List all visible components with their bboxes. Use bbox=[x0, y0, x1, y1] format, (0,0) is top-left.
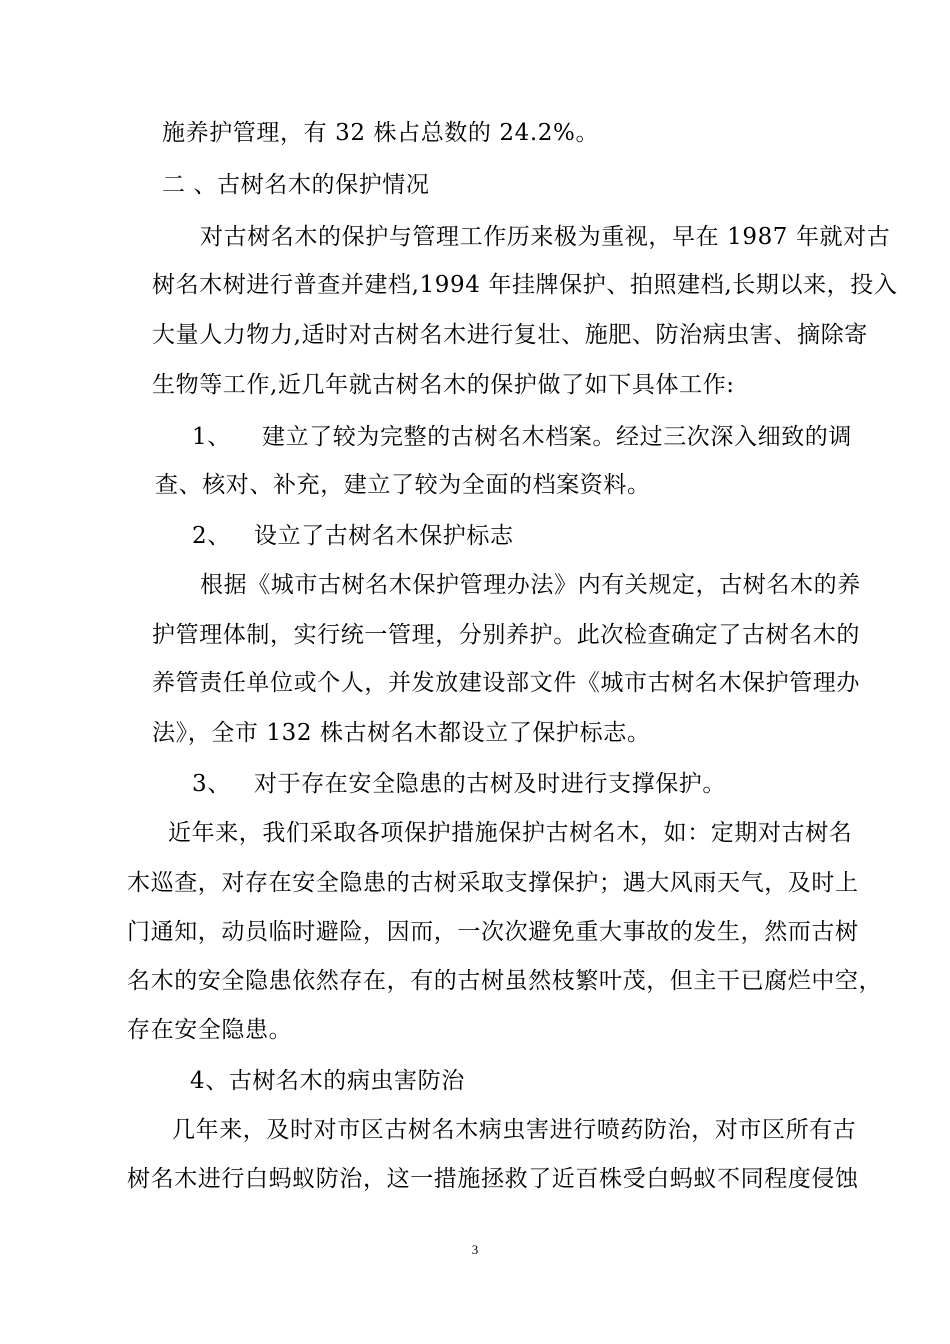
text-line: 生物等工作,近几年就古树名木的保护做了如下具体工作: bbox=[152, 372, 735, 398]
text-line: 树名木树进行普查并建档,1994 年挂牌保护、拍照建档,长期以来，投入 bbox=[152, 272, 898, 298]
page-number: 3 bbox=[471, 1242, 479, 1257]
text-line: 法》，全市 132 株古树名木都设立了保护标志。 bbox=[152, 720, 651, 746]
text-line: 根据《城市古树名木保护管理办法》内有关规定，古树名木的养 bbox=[200, 572, 861, 598]
section-heading: 二 、古树名木的保护情况 bbox=[162, 172, 430, 198]
list-item-text: 设立了古树名木保护标志 bbox=[254, 523, 514, 549]
text-line: 查、核对、补充，建立了较为全面的档案资料。 bbox=[155, 472, 651, 498]
text-line: 护管理体制，实行统一管理，分别养护。此次检查确定了古树名木的 bbox=[152, 622, 860, 648]
list-number: 1、 bbox=[192, 424, 231, 450]
list-item-2 bbox=[192, 521, 514, 551]
list-item-1 bbox=[192, 422, 852, 452]
text-line: 施养护管理，有 32 株占总数的 24.2%。 bbox=[162, 120, 600, 146]
list-number: 2、 bbox=[192, 523, 231, 549]
text-line: 近年来，我们采取各项保护措施保护古树名木，如：定期对古树名 bbox=[168, 820, 853, 846]
text-line: 大量人力物力,适时对古树名木进行复壮、施肥、防治病虫害、摘除寄 bbox=[152, 322, 868, 348]
text-line: 养管责任单位或个人，并发放建设部文件《城市古树名木保护管理办 bbox=[152, 670, 860, 696]
list-item-text: 建立了较为完整的古树名木档案。经过三次深入细致的调 bbox=[262, 424, 852, 450]
section-heading: 4、古树名木的病虫害防治 bbox=[190, 1068, 465, 1094]
list-item-3 bbox=[192, 769, 726, 799]
list-number: 3、 bbox=[192, 771, 231, 797]
text-line: 名木的安全隐患依然存在，有的古树虽然枝繁叶茂，但主干已腐烂中空， bbox=[127, 968, 883, 994]
text-line: 几年来，及时对市区古树名木病虫害进行喷药防治，对市区所有古 bbox=[172, 1117, 857, 1143]
text-line: 存在安全隐患。 bbox=[127, 1017, 293, 1043]
text-line: 门通知，动员临时避险，因而，一次次避免重大事故的发生，然而古树 bbox=[127, 919, 859, 945]
text-line: 木巡查，对存在安全隐患的古树采取支撑保护；遇大风雨天气，及时上 bbox=[127, 870, 859, 896]
text-line: 树名木进行白蚂蚁防治，这一措施拯救了近百株受白蚂蚁不同程度侵蚀 bbox=[127, 1166, 859, 1192]
text-line: 对古树名木的保护与管理工作历来极为重视，早在 1987 年就对古 bbox=[200, 224, 891, 250]
list-item-text: 对于存在安全隐患的古树及时进行支撑保护。 bbox=[254, 771, 726, 797]
